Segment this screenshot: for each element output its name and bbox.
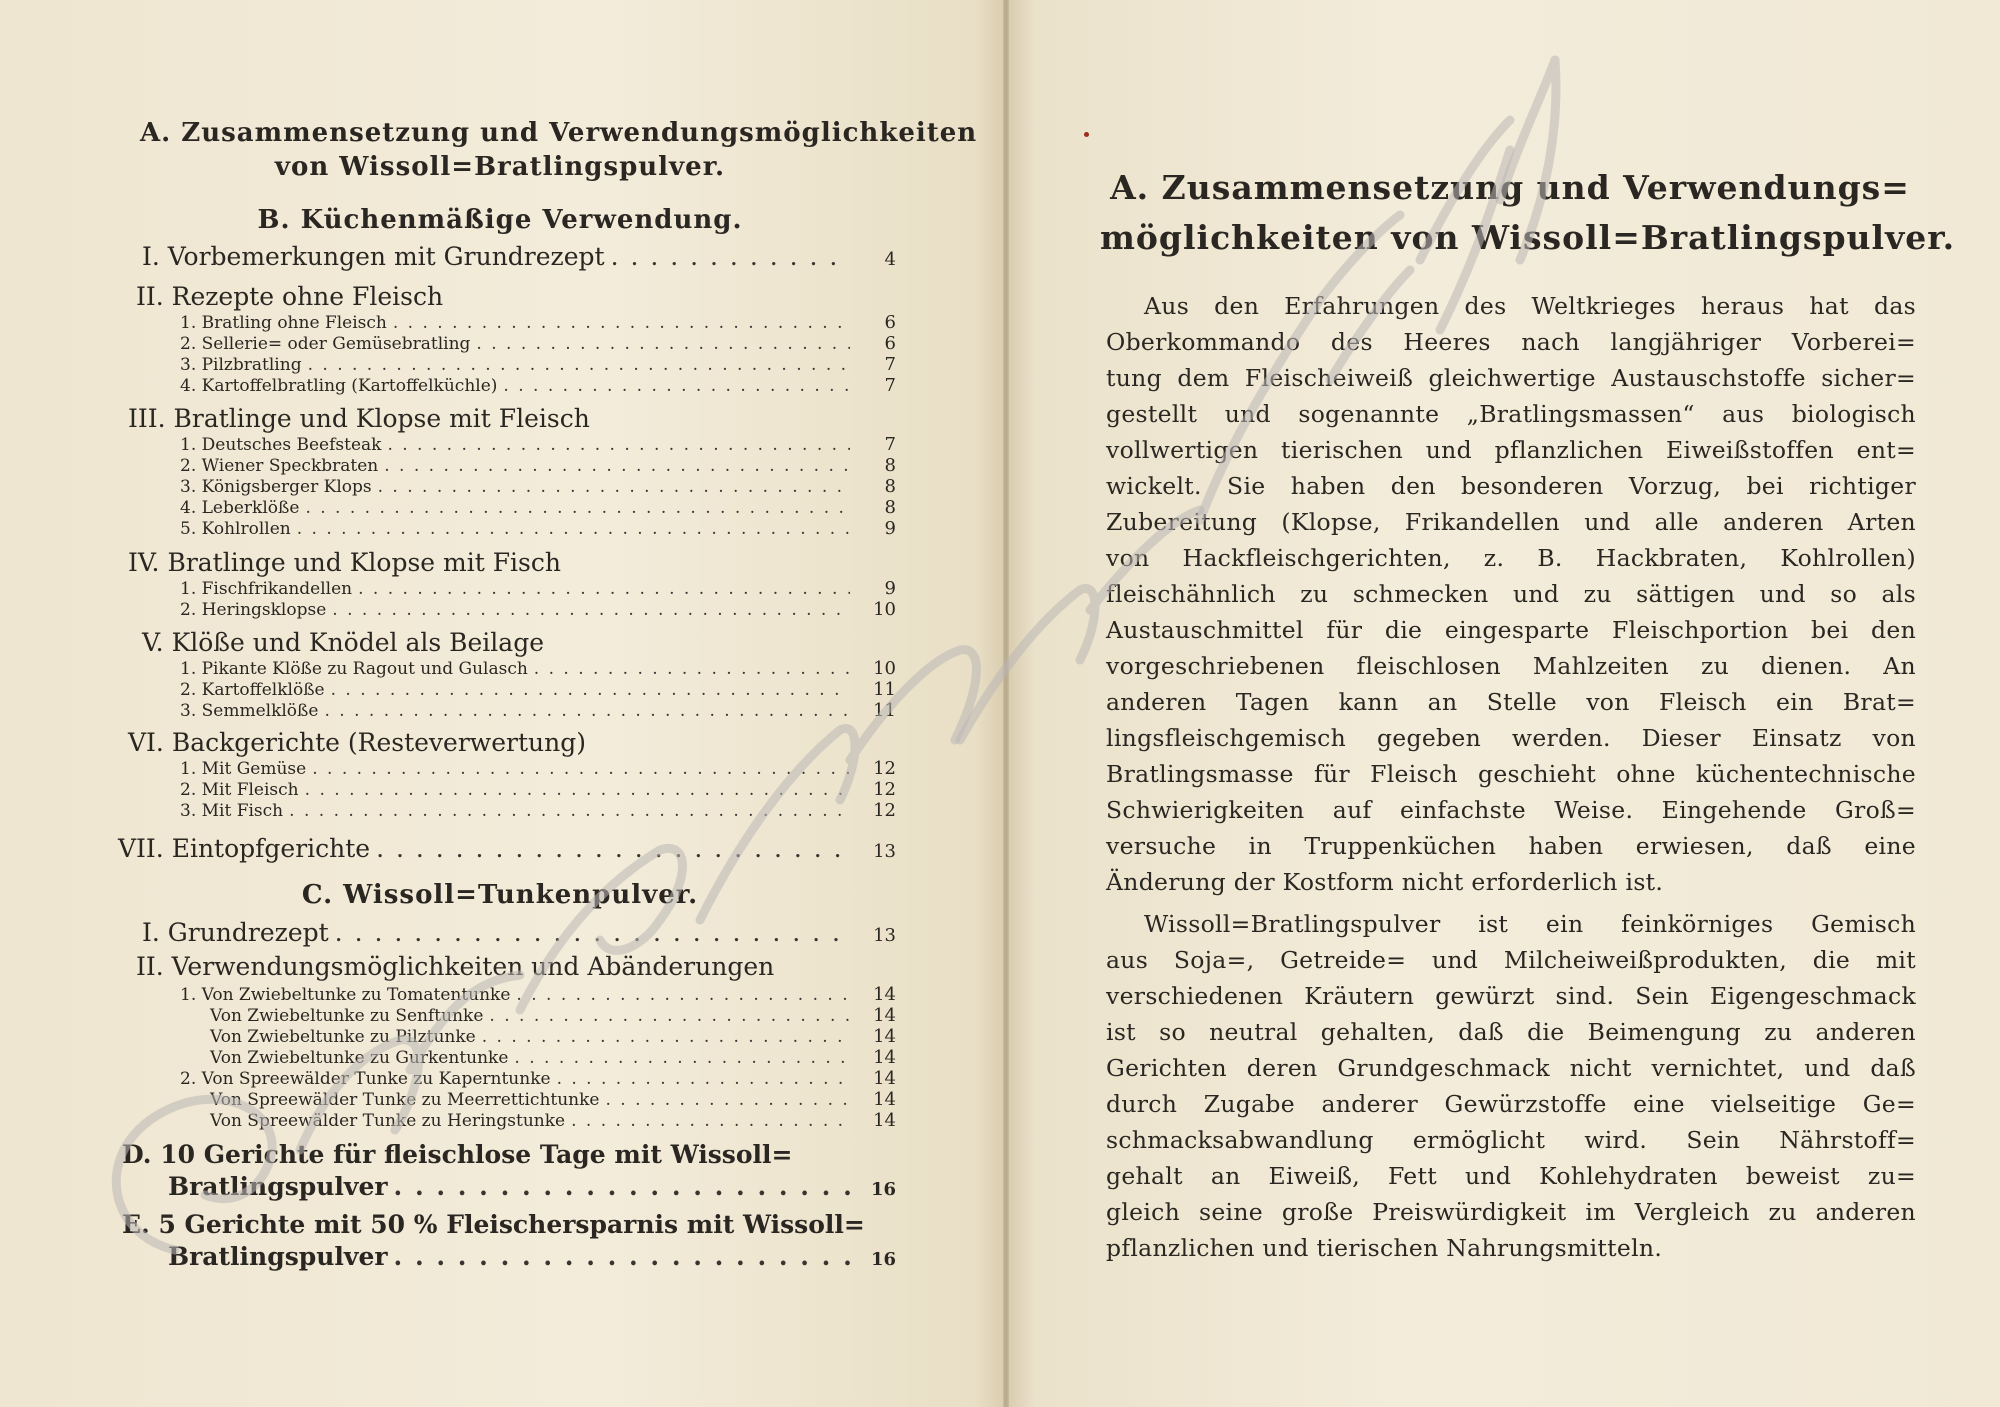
toc-entry-label: II. Rezepte ohne Fleisch: [136, 282, 444, 311]
toc-entry-label: 2. Heringsklopse: [180, 600, 327, 620]
text-line: Änderung der Kostform nicht erforderlich ist.: [1106, 868, 1664, 896]
text-line: vorgeschriebenen fleischlosen Mahlzeiten zu dienen. An: [1106, 652, 1916, 680]
toc-entry-page: 12: [873, 800, 896, 821]
text-line: von Hackfleischgerichten, z. B. Hackbraten, Kohlrollen): [1106, 544, 1916, 572]
toc-entry-label: 1. Mit Gemüse: [180, 759, 307, 779]
toc-row: [128, 548, 896, 577]
text-line: lingsfleischgemisch gegeben werden. Dieser Einsatz von: [1106, 724, 1916, 752]
toc-entry-label: Von Spreewälder Tunke zu Heringstunke: [210, 1111, 566, 1131]
text-line: anderen Tagen kann an Stelle von Fleisch ein Brat=: [1106, 688, 1916, 716]
toc-entry-page: 9: [884, 578, 896, 599]
toc-entry-label: 1. Fischfrikandellen: [180, 579, 353, 599]
leader-dots: [324, 701, 850, 721]
toc-entry-label: IV. Bratlinge und Klopse mit Fisch: [128, 548, 561, 577]
toc-entry-label: 1. Deutsches Beefsteak: [180, 435, 382, 455]
toc-entry-page: 8: [884, 455, 896, 476]
leader-dots: [514, 1048, 850, 1068]
text-line: aus Soja=, Getreide= und Milcheiweißprodukten, die mit: [1106, 946, 1916, 974]
leader-dots: [571, 1111, 850, 1131]
leader-dots: [394, 1172, 850, 1201]
leader-dots: [378, 477, 850, 497]
toc-row: [180, 518, 896, 539]
text-line: tung dem Fleischeiweiß gleichwertige Austauschstoffe sicher=: [1106, 364, 1916, 392]
toc-row: [142, 918, 896, 947]
text-line: Zubereitung (Klopse, Frikandellen und alle anderen Arten: [1106, 508, 1916, 536]
toc-entry-page: 8: [884, 476, 896, 497]
leader-dots: [516, 985, 850, 1005]
leader-dots: [358, 579, 850, 599]
toc-entry-page: 11: [873, 700, 896, 721]
toc-entry-page: 13: [873, 841, 896, 862]
heading-a-line1: A. Zusammensetzung und Verwendungsmöglichkeiten: [140, 118, 978, 148]
right-title-line1: A. Zusammensetzung und Verwendungs=: [1110, 168, 1910, 207]
toc-entry-label: 3. Mit Fisch: [180, 801, 284, 821]
section-e-line1: E. 5 Gerichte mit 50 % Fleischersparnis mit Wissoll=: [122, 1210, 865, 1239]
toc-entry-label: 3. Königsberger Klops: [180, 477, 372, 497]
toc-entry-page: 7: [884, 434, 896, 455]
toc-entry-label: 1. Bratling ohne Fleisch: [180, 313, 387, 333]
toc-row: [128, 728, 896, 757]
leader-dots: [308, 355, 850, 375]
text-line: pflanzlichen und tierischen Nahrungsmitteln.: [1106, 1234, 1663, 1262]
leader-dots: [534, 659, 850, 679]
toc-entry-label: II. Verwendungsmöglichkeiten und Abänderungen: [136, 952, 775, 981]
leader-dots: [331, 680, 850, 700]
toc-entry-page: 12: [873, 758, 896, 779]
book-gutter: [1003, 0, 1009, 1407]
toc-entry-label: I. Vorbemerkungen mit Grundrezept: [142, 242, 605, 271]
leader-dots: [482, 1027, 850, 1047]
toc-entry-label: Von Spreewälder Tunke zu Meerrettichtunke: [210, 1090, 600, 1110]
text-line: Aus den Erfahrungen des Weltkrieges heraus hat das: [1144, 292, 1916, 320]
leader-dots: [611, 242, 850, 271]
leader-dots: [376, 834, 850, 863]
heading-b: B. Küchenmäßige Verwendung.: [257, 205, 743, 235]
toc-entry-page: 14: [873, 1089, 896, 1110]
toc-entry-label: 5. Kohlrollen: [180, 519, 291, 539]
toc-row: [136, 952, 896, 981]
toc-entry-label: 1. Von Zwiebeltunke zu Tomatentunke: [180, 985, 511, 1005]
ink-dot: [1084, 132, 1089, 137]
text-line: gleich seine große Preiswürdigkeit im Vergleich zu anderen: [1106, 1198, 1916, 1226]
toc-entry-page: 14: [873, 1005, 896, 1026]
leader-dots: [489, 1006, 850, 1026]
toc-row: [180, 312, 896, 333]
leader-dots: [606, 1090, 851, 1110]
text-line: Oberkommando des Heeres nach langjähriger Vorberei=: [1106, 328, 1916, 356]
toc-row: [180, 375, 896, 396]
toc-entry-label: Von Zwiebeltunke zu Senftunke: [210, 1006, 484, 1026]
toc-row: [210, 1026, 896, 1047]
toc-row: [180, 1068, 896, 1089]
toc-entry-label: 4. Kartoffelbratling (Kartoffelküchle): [180, 376, 498, 396]
toc-row: [210, 1089, 896, 1110]
section-e-line2: Bratlingspulver: [168, 1242, 388, 1271]
toc-row: [180, 455, 896, 476]
toc-entry-label: 3. Pilzbratling: [180, 355, 302, 375]
leader-dots: [393, 313, 850, 333]
leader-dots: [394, 1242, 850, 1271]
toc-entry-page: 6: [884, 333, 896, 354]
toc-entry-label: Von Zwiebeltunke zu Pilztunke: [210, 1027, 476, 1047]
heading-c: C. Wissoll=Tunkenpulver.: [301, 880, 699, 910]
section-d-line2: Bratlingspulver: [168, 1172, 388, 1201]
section-d-line1: D. 10 Gerichte für fleischlose Tage mit Wissoll=: [122, 1140, 793, 1169]
text-line: versuche in Truppenküchen haben erwiesen, daß eine: [1106, 832, 1916, 860]
toc-row: [210, 1047, 896, 1068]
leader-dots: [332, 600, 850, 620]
toc-entry-page: 12: [873, 779, 896, 800]
toc-entry-page: 8: [884, 497, 896, 518]
toc-row: [180, 779, 896, 800]
right-title-line2: möglichkeiten von Wissoll=Bratlingspulver.: [1100, 218, 1956, 257]
toc-entry-page: 9: [884, 518, 896, 539]
text-line: Austauschmittel für die eingesparte Fleischportion bei den: [1106, 616, 1916, 644]
toc-row: [210, 1005, 896, 1026]
leader-dots: [305, 498, 850, 518]
leader-dots: [503, 376, 850, 396]
section-d-page: 16: [870, 1179, 896, 1200]
toc-entry-label: I. Grundrezept: [142, 918, 329, 947]
leader-dots: [305, 780, 850, 800]
toc-entry-label: 2. Mit Fleisch: [180, 780, 299, 800]
toc-entry-label: 4. Leberklöße: [180, 498, 300, 518]
toc-entry-page: 11: [873, 679, 896, 700]
leader-dots: [476, 334, 850, 354]
toc-entry-page: 13: [873, 925, 896, 946]
leader-dots: [387, 435, 850, 455]
leader-dots: [384, 456, 850, 476]
toc-entry-page: 10: [873, 658, 896, 679]
text-line: Schwierigkeiten auf einfachste Weise. Eingehende Groß=: [1106, 796, 1916, 824]
toc-row: [180, 599, 896, 620]
text-line: ist so neutral gehalten, daß die Beimengung zu anderen: [1106, 1018, 1916, 1046]
toc-entry-label: VI. Backgerichte (Resteverwertung): [128, 728, 586, 757]
text-line: durch Zugabe anderer Gewürzstoffe eine vielseitige Ge=: [1106, 1090, 1916, 1118]
section-d-row: [168, 1172, 896, 1201]
toc-entry-label: VII. Eintopfgerichte: [118, 834, 371, 863]
text-line: gehalt an Eiweiß, Fett und Kohlehydraten beweist zu=: [1106, 1162, 1916, 1190]
leader-dots: [289, 801, 850, 821]
toc-row: [128, 404, 896, 433]
toc-row: [180, 434, 896, 455]
heading-a-line2: von Wissoll=Bratlingspulver.: [274, 152, 726, 182]
text-line: schmacksabwandlung ermöglicht wird. Sein Nährstoff=: [1106, 1126, 1916, 1154]
toc-entry-label: 2. Wiener Speckbraten: [180, 456, 379, 476]
text-line: Bratlingsmasse für Fleisch geschieht ohne küchentechnische: [1106, 760, 1916, 788]
toc-row: [210, 1110, 896, 1131]
leader-dots: [335, 918, 850, 947]
toc-entry-page: 7: [884, 354, 896, 375]
toc-row: [180, 800, 896, 821]
text-line: gestellt und sogenannte „Bratlingsmassen“ aus biologisch: [1106, 400, 1916, 428]
leader-dots: [297, 519, 850, 539]
text-line: vollwertigen tierischen und pflanzlichen Eiweißstoffen ent=: [1106, 436, 1916, 464]
toc-entry-label: 2. Kartoffelklöße: [180, 680, 325, 700]
toc-row: [180, 758, 896, 779]
toc-row: [142, 242, 896, 271]
toc-row: [118, 834, 896, 863]
text-line: verschiedenen Kräutern gewürzt sind. Sein Eigengeschmack: [1106, 982, 1916, 1010]
toc-row: [180, 476, 896, 497]
toc-entry-page: 10: [873, 599, 896, 620]
toc-entry-label: 3. Semmelklöße: [180, 701, 319, 721]
toc-row: [180, 679, 896, 700]
text-line: Gerichten deren Grundgeschmack nicht vernichtet, und daß: [1106, 1054, 1916, 1082]
toc-row: [142, 628, 896, 657]
toc-entry-label: 2. Sellerie= oder Gemüsebratling: [180, 334, 471, 354]
toc-entry-page: 7: [884, 375, 896, 396]
toc-row: [136, 282, 896, 311]
text-line: fleischähnlich zu schmecken und zu sättigen und so als: [1106, 580, 1916, 608]
toc-entry-label: V. Klöße und Knödel als Beilage: [142, 628, 545, 657]
toc-entry-label: III. Bratlinge und Klopse mit Fleisch: [128, 404, 590, 433]
toc-entry-label: 1. Pikante Klöße zu Ragout und Gulasch: [180, 659, 528, 679]
toc-row: [180, 578, 896, 599]
toc-entry-label: 2. Von Spreewälder Tunke zu Kaperntunke: [180, 1069, 551, 1089]
toc-entry-page: 14: [873, 1068, 896, 1089]
toc-entry-page: 6: [884, 312, 896, 333]
text-line: wickelt. Sie haben den besonderen Vorzug, bei richtiger: [1106, 472, 1916, 500]
section-e-page: 16: [870, 1249, 896, 1270]
toc-row: [180, 658, 896, 679]
toc-row: [180, 354, 896, 375]
toc-row: [180, 984, 896, 1005]
toc-entry-page: 14: [873, 984, 896, 1005]
toc-row: [180, 333, 896, 354]
toc-entry-page: 14: [873, 1047, 896, 1068]
toc-entry-page: 14: [873, 1110, 896, 1131]
toc-row: [180, 497, 896, 518]
text-line: Wissoll=Bratlingspulver ist ein feinkörniges Gemisch: [1144, 910, 1916, 938]
toc-entry-page: 14: [873, 1026, 896, 1047]
toc-entry-label: Von Zwiebeltunke zu Gurkentunke: [210, 1048, 509, 1068]
leader-dots: [557, 1069, 850, 1089]
section-e-row: [168, 1242, 896, 1271]
leader-dots: [312, 759, 850, 779]
toc-entry-page: 4: [884, 249, 896, 270]
toc-row: [180, 700, 896, 721]
